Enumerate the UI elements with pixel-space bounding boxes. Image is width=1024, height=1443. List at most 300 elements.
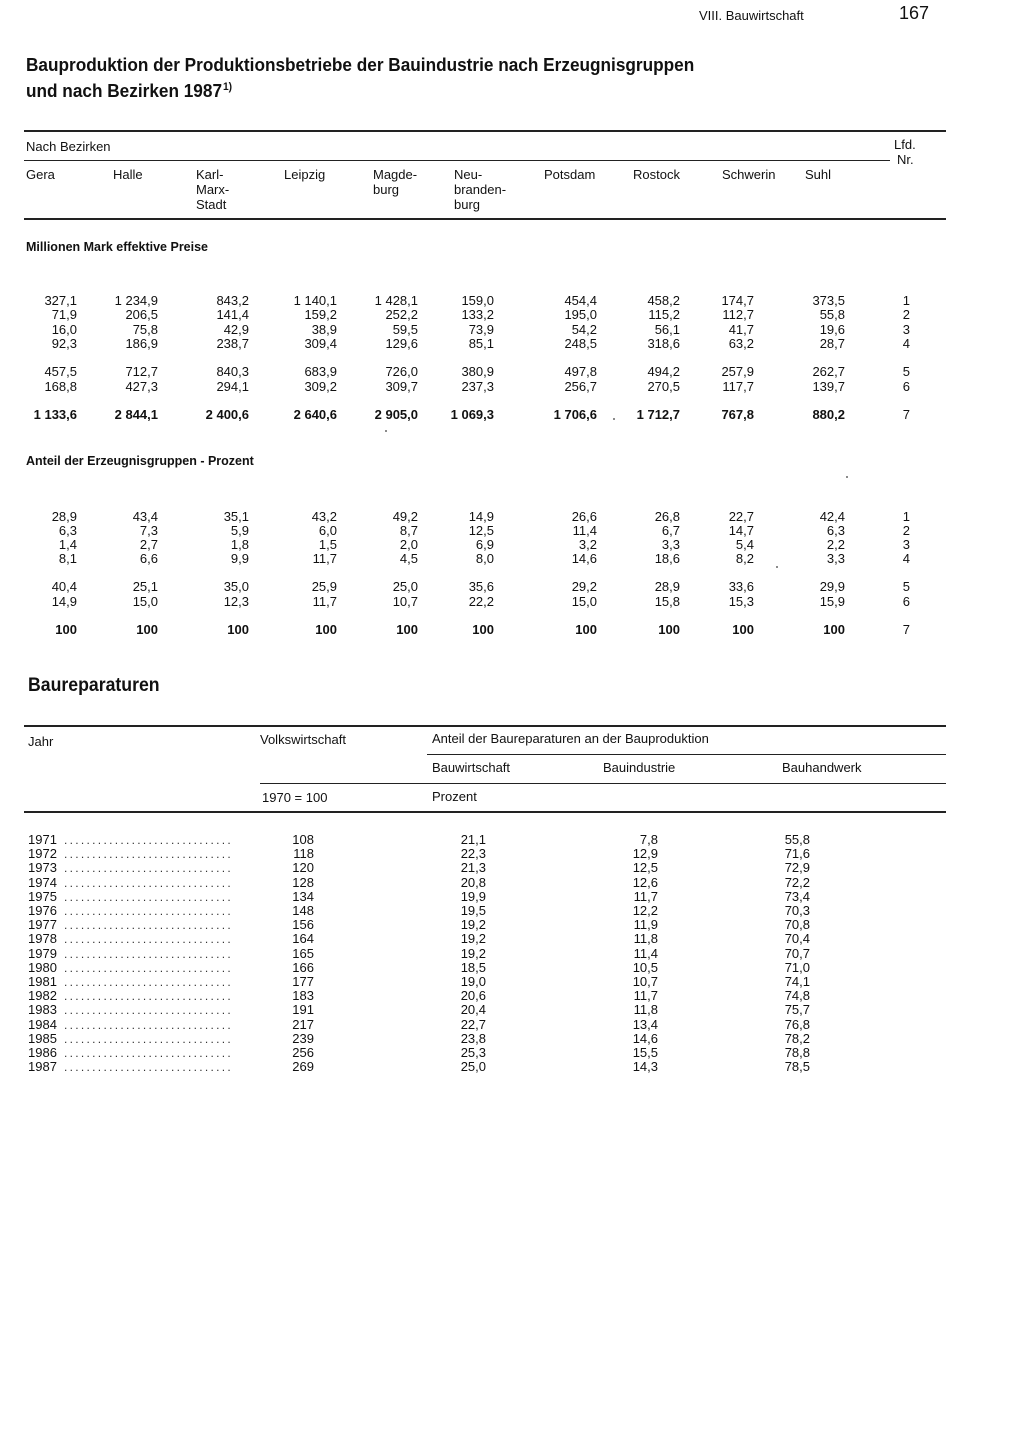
section2-cell: 100: [732, 622, 754, 637]
section2-cell: 26,6: [571, 509, 597, 524]
section1-cell: 206,5: [125, 307, 158, 322]
bauwirtschaft-cell: 19,2: [460, 931, 486, 947]
section1-cell: 56,1: [654, 322, 680, 337]
section2-cell: 29,2: [571, 579, 597, 594]
section2-cell: 29,9: [819, 579, 845, 594]
section1-cell: 2 400,6: [205, 407, 249, 422]
section2-cell: 2,2: [826, 537, 845, 552]
section2-cell: 25,0: [392, 579, 418, 594]
section2-cell: 2,7: [139, 537, 158, 552]
section1-cell: 880,2: [812, 407, 845, 422]
section1-cell: 159,2: [304, 307, 337, 322]
table2-top-rule: [24, 725, 946, 727]
section2-cell: 10,7: [392, 594, 418, 609]
section2-cell: 1,5: [318, 537, 337, 552]
section2-cell: 14,7: [728, 523, 754, 538]
section2-row-number: 7: [902, 622, 910, 637]
section1-row-number: 7: [902, 407, 910, 422]
scan-speck: [385, 430, 387, 432]
table-row: [28, 861, 928, 875]
year-cell: 1982: [28, 988, 57, 1004]
section1-row-number: 2: [902, 307, 910, 322]
section1-cell: 2 905,0: [374, 407, 418, 422]
table-row: [28, 876, 928, 890]
column-header-line: Potsdam: [544, 167, 596, 182]
section2-cell: 28,9: [654, 579, 680, 594]
table1-header-bottom-rule: [24, 218, 946, 220]
section2-cell: 40,4: [51, 579, 77, 594]
section1-cell: 59,5: [392, 322, 418, 337]
table-row: [28, 961, 928, 975]
section1-row-number: 3: [902, 322, 910, 337]
section2-cell: 35,1: [223, 509, 249, 524]
bauindustrie-cell: 11,7: [633, 888, 658, 904]
leader-dots: ..............................: [64, 875, 234, 890]
section2-cell: 100: [658, 622, 680, 637]
section2-cell: 7,3: [139, 523, 158, 538]
bauindustrie-cell: 12,5: [632, 860, 658, 876]
table-row: [28, 1046, 928, 1060]
leader-dots: ..............................: [64, 975, 234, 989]
bauwirtschaft-cell: 19,0: [460, 974, 486, 989]
section2-cell: 100: [315, 622, 337, 637]
section2-cell: 18,6: [654, 551, 680, 566]
bauwirtschaft-cell: 20,8: [460, 874, 486, 890]
section1-cell: 1 706,6: [553, 407, 597, 422]
section2-cell: 15,3: [728, 594, 754, 609]
section2-cell: 28,9: [51, 509, 77, 524]
section1-cell: 75,8: [132, 322, 158, 337]
year-cell: 1980: [28, 959, 57, 975]
column-header-line: Magde-: [373, 167, 418, 182]
column-header-line: branden-: [454, 182, 507, 197]
section2-cell: 2,0: [399, 537, 418, 552]
bauhandwerk-cell: 73,4: [784, 888, 810, 904]
section2-cell: 100: [55, 622, 77, 637]
section1-cell: 141,4: [216, 307, 249, 322]
section1-cell: 115,2: [648, 307, 680, 322]
volkswirtschaft-cell: 239: [292, 1030, 314, 1046]
bauwirtschaft-cell: 19,9: [460, 888, 486, 904]
section2-cell: 3,2: [578, 537, 597, 552]
col-header-bauwirtschaft: Bauwirtschaft: [432, 760, 511, 775]
volkswirtschaft-cell: 156: [292, 917, 314, 933]
section1-row-number: 4: [902, 336, 910, 351]
section2-cell: 6,6: [139, 551, 158, 566]
bauindustrie-cell: 11,4: [633, 945, 658, 961]
section1-cell: 2 640,6: [293, 407, 337, 422]
column-header-line: Karl-: [196, 167, 224, 182]
table-row: [28, 833, 928, 847]
section1-cell: 41,7: [728, 322, 754, 337]
section2-cell: 25,1: [132, 579, 158, 594]
section1-cell: 1 234,9: [114, 293, 158, 308]
section2-cell: 6,0: [318, 523, 337, 538]
unit-volkswirtschaft: 1970 = 100: [262, 790, 328, 805]
bauindustrie-cell: 13,4: [632, 1016, 658, 1032]
section1-cell: 454,4: [564, 293, 597, 308]
leader-dots: ..............................: [64, 989, 234, 1004]
leader-dots: ..............................: [64, 918, 234, 933]
section2-cell: 43,4: [132, 509, 158, 524]
section1-cell: 262,7: [812, 364, 845, 379]
bauindustrie-cell: 12,9: [632, 846, 658, 862]
column-header-6: [544, 167, 595, 182]
volkswirtschaft-cell: 256: [292, 1045, 314, 1060]
table1-subhead-rule: [24, 160, 890, 161]
section1-cell: 712,7: [125, 364, 158, 379]
bauhandwerk-cell: 70,7: [784, 945, 810, 961]
year-cell: 1973: [28, 860, 57, 876]
bauwirtschaft-cell: 20,4: [460, 1002, 486, 1018]
col-header-anteil: Anteil der Baureparaturen an der Bauproduktion: [432, 731, 709, 746]
title-line-2-text: und nach Bezirken 1987: [26, 80, 223, 101]
bauindustrie-cell: 14,3: [632, 1059, 658, 1075]
section2-cell: 3,3: [661, 537, 680, 552]
volkswirtschaft-cell: 134: [292, 888, 314, 904]
section1-cell: 840,3: [216, 364, 249, 379]
leader-dots: ..............................: [64, 1017, 234, 1032]
section2-row-number: 4: [902, 551, 910, 566]
bauindustrie-cell: 11,8: [633, 1002, 658, 1018]
bauhandwerk-cell: 76,8: [784, 1016, 810, 1032]
leader-dots: ..............................: [64, 861, 234, 876]
section2-cell: 15,0: [571, 594, 597, 609]
section1-cell: 256,7: [564, 379, 597, 394]
leader-dots: ..............................: [64, 1046, 234, 1060]
table-row: [28, 918, 928, 932]
section1-cell: 159,0: [461, 293, 494, 308]
bauindustrie-cell: 14,6: [632, 1030, 658, 1046]
section2-cell: 6,7: [661, 523, 680, 538]
section1-row-number: 6: [902, 379, 910, 394]
leader-dots: ..............................: [64, 1060, 234, 1075]
section2-cell: 100: [823, 622, 845, 637]
bauindustrie-cell: 10,7: [632, 974, 658, 989]
section1-cell: 1 712,7: [636, 407, 680, 422]
column-header-line: burg: [454, 197, 481, 212]
section2-cell: 1,4: [58, 537, 77, 552]
bauwirtschaft-cell: 19,2: [460, 917, 486, 933]
section2-cell: 33,6: [728, 579, 754, 594]
bauindustrie-cell: 11,8: [633, 931, 658, 947]
bauindustrie-cell: 11,7: [633, 988, 658, 1004]
year-cell: 1974: [28, 874, 57, 890]
bauwirtschaft-cell: 21,3: [460, 860, 486, 876]
table-row: [28, 890, 928, 904]
bauhandwerk-cell: 70,4: [784, 931, 810, 947]
section1-cell: 457,5: [44, 364, 77, 379]
bauhandwerk-cell: 78,2: [784, 1030, 810, 1046]
column-header-line: Marx-: [196, 182, 230, 197]
table-row: [28, 1060, 928, 1074]
section1-cell: 174,7: [721, 293, 754, 308]
volkswirtschaft-cell: 120: [292, 860, 314, 876]
bauhandwerk-cell: 74,1: [784, 974, 810, 989]
year-cell: 1976: [28, 903, 57, 918]
section2-cell: 4,5: [399, 551, 418, 566]
section1-cell: 497,8: [564, 364, 597, 379]
section1-cell: 237,3: [461, 379, 494, 394]
section1-cell: 257,9: [721, 364, 754, 379]
section1-cell: 380,9: [461, 364, 494, 379]
section2-cell: 8,0: [475, 551, 494, 566]
lfd-header-line-1: Lfd.: [894, 137, 916, 152]
table-row: [28, 947, 928, 961]
group-header: Nach Bezirken: [26, 139, 111, 154]
footnote-mark: 1): [222, 81, 233, 93]
bauhandwerk-cell: 70,8: [784, 917, 810, 933]
section1-cell: 318,6: [647, 336, 680, 351]
section1-cell: 73,9: [468, 322, 494, 337]
bauhandwerk-cell: 71,0: [784, 959, 810, 975]
section-header: VIII. Bauwirtschaft: [699, 8, 804, 23]
section2-cell: 1,8: [230, 537, 249, 552]
bauwirtschaft-cell: 23,8: [460, 1030, 486, 1046]
section2-cell: 5,4: [735, 537, 754, 552]
bauhandwerk-cell: 78,8: [784, 1045, 810, 1060]
table-row: [28, 847, 928, 861]
bauindustrie-cell: 10,5: [632, 959, 658, 975]
column-header-4: [373, 167, 417, 197]
section2-cell: 15,0: [132, 594, 158, 609]
bauwirtschaft-cell: 22,3: [460, 846, 486, 862]
section1-cell: 54,2: [571, 322, 597, 337]
section1-cell: 139,7: [812, 379, 845, 394]
column-header-0: [26, 167, 55, 182]
bauhandwerk-cell: 74,8: [784, 988, 810, 1004]
bauwirtschaft-cell: 20,6: [460, 988, 486, 1004]
bauwirtschaft-cell: 21,1: [460, 832, 486, 847]
volkswirtschaft-cell: 269: [292, 1059, 314, 1075]
section2-cell: 43,2: [311, 509, 337, 524]
section2-cell: 14,9: [51, 594, 77, 609]
section2-cell: 5,9: [230, 523, 249, 538]
section2-cell: 8,7: [399, 523, 418, 538]
year-cell: 1987: [28, 1059, 57, 1075]
volkswirtschaft-cell: 165: [292, 945, 314, 961]
section2-cell: 35,0: [223, 579, 249, 594]
section2-cell: 8,1: [58, 551, 77, 566]
section1-cell: 373,5: [812, 293, 845, 308]
section1-cell: 186,9: [125, 336, 158, 351]
bauwirtschaft-cell: 18,5: [460, 959, 486, 975]
leader-dots: ..............................: [64, 1003, 234, 1018]
section1-cell: 843,2: [216, 293, 249, 308]
section1-row-number: 5: [902, 364, 910, 379]
section-title-baureparaturen: Baureparaturen: [28, 675, 160, 696]
bauhandwerk-cell: 75,7: [784, 1002, 810, 1018]
section2-cell: 11,4: [572, 523, 597, 538]
table1-top-rule: [24, 130, 946, 132]
section1-cell: 195,0: [564, 307, 597, 322]
year-cell: 1979: [28, 945, 57, 961]
column-header-1: [113, 167, 143, 182]
section1-cell: 427,3: [125, 379, 158, 394]
section2-cell: 6,3: [826, 523, 845, 538]
scan-speck: [613, 418, 615, 420]
title-line-1: Bauproduktion der Produktionsbetriebe der Bauindustrie nach Erzeugnisgruppen: [26, 54, 695, 75]
leader-dots: ..............................: [64, 960, 234, 975]
column-header-7: [633, 167, 680, 182]
section2-cell: 6,3: [58, 523, 77, 538]
section1-cell: 133,2: [461, 307, 494, 322]
leader-dots: ..............................: [64, 932, 234, 947]
section2-cell: 3,3: [826, 551, 845, 566]
volkswirtschaft-cell: 217: [292, 1016, 314, 1032]
section1-cell: 683,9: [304, 364, 337, 379]
column-header-line: Gera: [26, 167, 55, 182]
table-row: [28, 1018, 928, 1032]
section1-cell: 28,7: [819, 336, 845, 351]
section1-cell: 38,9: [311, 322, 337, 337]
section2-cell: 100: [136, 622, 158, 637]
leader-dots: ..............................: [64, 889, 234, 904]
scan-speck: [846, 476, 848, 478]
section1-cell: 767,8: [721, 407, 754, 422]
year-cell: 1986: [28, 1045, 57, 1060]
section2-row-number: 2: [902, 523, 910, 538]
bauindustrie-cell: 15,5: [632, 1045, 658, 1060]
section1-cell: 112,7: [722, 307, 754, 322]
section2-cell: 100: [396, 622, 418, 637]
section2-cell: 8,2: [735, 551, 754, 566]
column-header-line: Schwerin: [722, 167, 776, 182]
section2-cell: 15,8: [654, 594, 680, 609]
section2-cell: 26,8: [654, 509, 680, 524]
section2-row-number: 6: [902, 594, 910, 609]
volkswirtschaft-cell: 191: [292, 1002, 314, 1018]
volkswirtschaft-cell: 108: [292, 832, 314, 847]
section2-cell: 15,9: [819, 594, 845, 609]
scan-speck: [776, 566, 778, 568]
year-cell: 1978: [28, 931, 57, 947]
section2-cell: 100: [575, 622, 597, 637]
bauindustrie-cell: 11,9: [633, 917, 658, 933]
section1-cell: 1 069,3: [450, 407, 494, 422]
section2-cell: 14,9: [468, 509, 494, 524]
section2-cell: 9,9: [230, 551, 249, 566]
section1-cell: 494,2: [647, 364, 680, 379]
volkswirtschaft-cell: 148: [292, 903, 314, 918]
year-cell: 1985: [28, 1030, 57, 1046]
bauwirtschaft-cell: 22,7: [460, 1016, 486, 1032]
section1-cell: 129,6: [385, 336, 418, 351]
section1-cell: 458,2: [647, 293, 680, 308]
bauwirtschaft-cell: 25,0: [460, 1059, 486, 1075]
column-header-8: [722, 167, 775, 182]
section1-cell: 55,8: [819, 307, 845, 322]
section1-cell: 309,7: [385, 379, 418, 394]
bauwirtschaft-cell: 19,5: [460, 903, 486, 918]
bauhandwerk-cell: 71,6: [784, 846, 810, 862]
column-header-line: Leipzig: [284, 167, 326, 182]
lfd-nr-header: [894, 137, 916, 167]
column-header-line: Suhl: [805, 167, 832, 182]
unit-prozent: Prozent: [432, 789, 477, 804]
col-header-volkswirtschaft: Volkswirtschaft: [260, 732, 346, 747]
section2-cell: 100: [227, 622, 249, 637]
section1-cell: 117,7: [722, 379, 754, 394]
column-header-3: [284, 167, 325, 182]
column-header-line: Stadt: [196, 197, 227, 212]
volkswirtschaft-cell: 166: [292, 959, 314, 975]
section2-cell: 25,9: [311, 579, 337, 594]
column-header-line: Rostock: [633, 167, 680, 182]
bauhandwerk-cell: 70,3: [784, 903, 810, 918]
column-header-line: Halle: [113, 167, 143, 182]
section2-cell: 12,5: [468, 523, 494, 538]
section2-cell: 35,6: [468, 579, 494, 594]
table2-header-bottom-rule: [24, 811, 946, 813]
section1-title: Millionen Mark effektive Preise: [26, 240, 209, 254]
column-header-5: [454, 167, 506, 212]
section2-cell: 6,9: [475, 537, 494, 552]
section1-cell: 1 133,6: [33, 407, 77, 422]
section2-cell: 14,6: [571, 551, 597, 566]
volkswirtschaft-cell: 128: [292, 874, 314, 890]
section2-cell: 100: [472, 622, 494, 637]
lfd-header-line-2: Nr.: [897, 152, 914, 167]
year-cell: 1984: [28, 1016, 57, 1032]
year-cell: 1971: [28, 832, 57, 847]
volkswirtschaft-cell: 183: [292, 988, 314, 1004]
leader-dots: ..............................: [64, 946, 234, 961]
section2-cell: 49,2: [392, 509, 418, 524]
page-number: 167: [899, 3, 930, 23]
section1-cell: 248,5: [564, 336, 597, 351]
section2-cell: 22,2: [468, 594, 494, 609]
bauwirtschaft-cell: 25,3: [460, 1045, 486, 1060]
section1-cell: 2 844,1: [114, 407, 158, 422]
year-cell: 1977: [28, 917, 57, 933]
col-header-bauhandwerk: Bauhandwerk: [782, 760, 862, 775]
section1-cell: 85,1: [468, 336, 494, 351]
leader-dots: ..............................: [64, 1031, 234, 1046]
bauwirtschaft-cell: 19,2: [460, 945, 486, 961]
section2-cell: 22,7: [728, 509, 754, 524]
table-row: [28, 1003, 928, 1017]
section1-cell: 1 140,1: [293, 293, 337, 308]
section1-cell: 42,9: [223, 322, 249, 337]
table2-share-rule: [427, 754, 946, 755]
section1-cell: 270,5: [647, 379, 680, 394]
table-row: [28, 1032, 928, 1046]
year-cell: 1983: [28, 1002, 57, 1018]
leader-dots: ..............................: [64, 847, 234, 862]
bauindustrie-cell: 12,2: [632, 903, 658, 918]
page-title: [26, 54, 733, 102]
column-header-line: Neu-: [454, 167, 483, 182]
section1-cell: 71,9: [51, 307, 77, 322]
volkswirtschaft-cell: 177: [292, 974, 314, 989]
section2-cell: 11,7: [312, 594, 337, 609]
section1-cell: 1 428,1: [374, 293, 418, 308]
section1-cell: 19,6: [819, 322, 845, 337]
column-header-9: [805, 167, 831, 182]
section1-cell: 726,0: [385, 364, 418, 379]
section1-row-number: 1: [902, 293, 910, 308]
section2-row-number: 3: [902, 537, 910, 552]
volkswirtschaft-cell: 118: [293, 846, 314, 862]
section1-cell: 252,2: [385, 307, 418, 322]
leader-dots: ..............................: [64, 833, 234, 847]
section1-cell: 168,8: [44, 379, 77, 394]
section1-cell: 294,1: [216, 379, 249, 394]
table-row: [28, 904, 928, 918]
col-header-bauindustrie: Bauindustrie: [603, 760, 676, 775]
year-cell: 1972: [28, 846, 57, 862]
